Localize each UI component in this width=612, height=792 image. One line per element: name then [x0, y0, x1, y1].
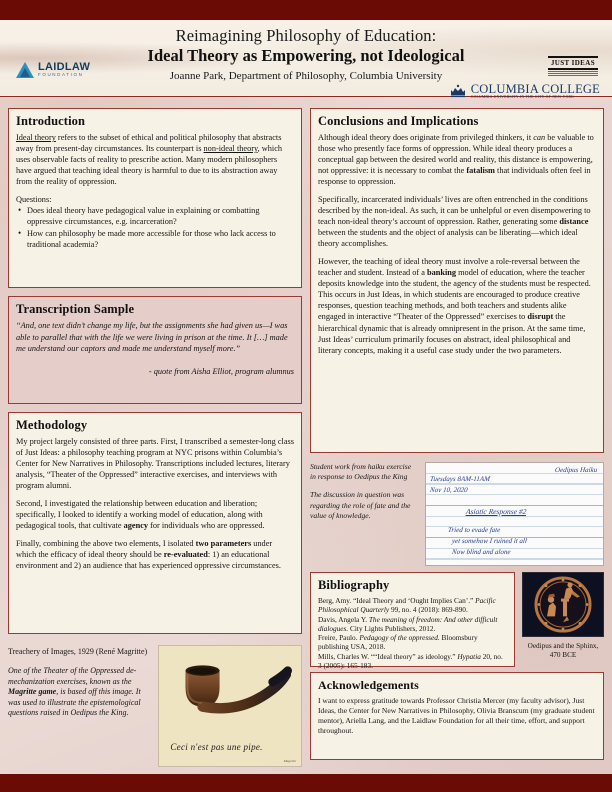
introduction-panel — [8, 108, 302, 288]
intro-text-d: , which uses observable facts of reality to prescribe action. Many modern philosophers have argued that teaching ideal theory is harmful to due to its abstraction away from the reality of oppression. — [16, 144, 283, 187]
just-ideas-logo — [548, 56, 598, 76]
introduction-questions-label: Questions: — [16, 195, 52, 205]
method-p3-e: : 1) an educational environment and 2) an audience that has experienced oppressive circumstances. — [16, 550, 281, 571]
conclusions-panel — [310, 108, 604, 453]
intro-term-ideal-theory: Ideal theory — [16, 133, 56, 142]
student-caption-1: Student work from haiku exercise in response to Oedipus the King — [310, 462, 412, 482]
bib-0-a: Berg, Amy. “Ideal Theory and ‘Ought Implies Can’.” — [318, 596, 476, 605]
bib-3-i: Hypatia — [457, 651, 481, 661]
concl-p3-e: the hierarchical dynamic that is already omnipresent in the prison. At the same time, Just Ideas’ curriculum primarily focuses on abstract, ideal philosophical and literary concepts, making it a useful case study under the two parameters. — [318, 312, 586, 355]
concl-p1-e: that individuals often feel in response to oppression. — [318, 166, 591, 187]
methodology-paragraph-2 — [16, 498, 294, 531]
laidlaw-triangle-icon — [16, 62, 34, 78]
method-term-agency: agency — [123, 521, 149, 531]
bib-2-b: Bloomsbury publishing USA, 2018. — [318, 633, 478, 652]
laidlaw-logo-sub: FOUNDATION — [38, 72, 84, 78]
poster-title-line-1: Reimagining Philosophy of Education: — [175, 26, 437, 45]
bibliography-entries — [318, 596, 507, 670]
student-work-caption — [310, 462, 418, 566]
poster-title-block — [110, 26, 502, 82]
conclusions-paragraph-1 — [318, 132, 596, 187]
concl-term-distance: distance — [559, 217, 589, 227]
greek-vase-icon — [523, 573, 603, 636]
bibliography-entry — [318, 615, 507, 634]
method-term-reevaluated: re-evaluated — [163, 550, 208, 560]
introduction-heading: Introduction — [16, 114, 86, 128]
list-item: • How can philosophy be made more accessible for those who lack access to traditional academia? — [27, 229, 294, 251]
bottom-accent-bar — [0, 774, 612, 792]
oedipus-figure-block — [522, 572, 604, 667]
bib-3-a: Mills, Charles W. ““Ideal theory” as ideology.” — [318, 651, 458, 661]
top-accent-bar — [0, 0, 612, 20]
concl-p3-c: model of education, where the teacher deposits knowledge into the student, the agency of the students must be respected. This occurs in Just Ideas, in which students are encouraged to produce creative responses, question teaching methods, and both teachers and students alike engaged in interactive “Theater of the Oppressed” exercises to — [318, 268, 591, 322]
magritte-cap-c: , is based off this image. It was used to illustrate the epistemological questions raised in Oedipus the King. — [8, 687, 141, 717]
notecard-haiku-line-1: Tried to evade fate — [447, 526, 501, 534]
bib-1-i: The meaning of freedom: And other difficult dialogues. — [318, 614, 498, 633]
magritte-cap-a: One of the Theater of the Oppressed de-mechanization exercises, known as the — [8, 666, 137, 686]
intro-text-b: refers to the subset of ethical and political philosophy that abstracts away from present-day circumstances. Its counterpart is — [16, 133, 282, 154]
poster-authors: Joanne Park, Department of Philosophy, Columbia University — [169, 70, 443, 83]
oedipus-sphinx-image — [522, 572, 604, 637]
conclusions-paragraph-2 — [318, 194, 596, 249]
notecard-haiku-line-3: Now blind and alone — [451, 548, 511, 556]
magritte-signature: Magritte — [283, 759, 296, 763]
acknowledgements-heading: Acknowledgements — [318, 678, 419, 692]
notecard-heading: Asiatic Response #2 — [465, 507, 527, 516]
conclusions-heading: Conclusions and Implications — [318, 114, 479, 128]
columbia-college-logo — [449, 82, 600, 100]
student-work-block — [310, 462, 604, 566]
laidlaw-logo-name: LAIDLAW — [38, 61, 91, 74]
concl-p2-c: between the students and the object of analysis can be liberating—which ideal theory accomplishes. — [318, 228, 578, 249]
notecard-line-2: Nov 10, 2020 — [429, 486, 468, 494]
methodology-paragraph-1: My project largely consisted of three parts. First, I transcribed a semester-long class of Just Ideas: a philosophy teaching program at NYC prisons within Columbia’s Center for New Narratives in Philosophy. Transcriptions included lectures, literary analysis, “Theater of the Oppressed” interactive exercises, and interviews with program alumni. — [16, 437, 295, 491]
magritte-figure-block — [8, 645, 302, 767]
introduction-body — [16, 132, 294, 250]
transcription-attribution: - quote from Aisha Elliot, program alumnus — [148, 366, 294, 376]
magritte-term-game: Magritte game — [8, 687, 57, 697]
notecard-title: Oedipus Haiku — [554, 466, 598, 474]
concl-p2-a: Specifically, incarcerated individuals’ lives are often entrenched in the conditions described by the non-ideal. As such, it can be unhelpful or even disempowering to teach non-ideal theory’s account of oppression. Rather, generating some — [318, 195, 591, 227]
concl-emph-can: can — [533, 133, 546, 142]
conclusions-body — [318, 132, 596, 356]
pipe-icon — [159, 646, 301, 750]
concl-term-banking: banking — [426, 268, 457, 278]
concl-term-disrupt: disrupt — [527, 312, 554, 322]
method-p3-c: under which the efficacy of ideal theory should be — [16, 539, 273, 560]
bib-1-a: Davis, Angela Y. — [318, 614, 369, 624]
magritte-pipe-image — [158, 645, 302, 767]
bibliography-entry — [318, 633, 507, 652]
methodology-paragraph-3 — [16, 538, 294, 571]
transcription-heading: Transcription Sample — [16, 302, 135, 316]
methodology-body — [16, 436, 294, 571]
method-p2-a: Second, I investigated the relationship between education and liberation; specifically, I looked to identify a working model of education, along with pedagogical tools, that cultivate — [16, 499, 263, 531]
methodology-heading: Methodology — [16, 418, 88, 432]
laidlaw-foundation-logo — [16, 62, 90, 78]
intro-term-non-ideal-theory: non-ideal theory — [203, 144, 258, 154]
columbia-logo-sub: COLUMBIA UNIVERSITY IN THE CITY OF NEW YORK — [470, 94, 575, 99]
concl-p1-a: Although ideal theory does originate from privileged thinkers, it — [318, 133, 534, 142]
poster-header — [0, 20, 612, 97]
concl-p1-c: be valuable to those who presently face forms of oppression. While ideal theory produces a conceptual gap between the desired world and reality, this distance is empowering, not oppressive: it is necessary to combat the — [318, 133, 594, 176]
acknowledgements-panel — [310, 672, 604, 760]
method-p3-a: Finally, combining the above two elements, I isolated — [16, 539, 196, 549]
columbia-logo-name: COLUMBIA COLLEGE — [470, 81, 600, 96]
columbia-crown-icon — [449, 82, 467, 100]
bib-2-a: Freire, Paulo. — [318, 633, 360, 643]
notecard-line-1: Tuesdays 8AM-11AM — [429, 475, 491, 483]
transcription-quote: “And, one text didn’t change my life, but the assignments she had given us—I was able to parallel that with the life we were living in prison at the time. It […] made me understand our captors and made me understand myself more.” — [16, 321, 288, 354]
methodology-panel — [8, 412, 302, 634]
magritte-caption-title: Treachery of Images, 1929 (René Magritte) — [8, 647, 148, 656]
magritte-image-text: Ceci n'est pas une pipe. — [170, 741, 263, 752]
concl-term-fatalism: fatalism — [466, 166, 495, 176]
just-ideas-logo-text: JUST IDEAS — [550, 59, 595, 67]
conclusions-paragraph-3 — [318, 256, 596, 355]
bibliography-panel — [310, 572, 515, 670]
bib-2-i: Pedagogy of the oppressed. — [359, 633, 440, 643]
student-caption-2: The discussion in question was regarding the role of fate and the value of knowledge. — [310, 490, 411, 520]
bibliography-entry — [318, 596, 507, 615]
oedipus-caption: Oedipus and the Sphinx, 470 BCE — [527, 642, 599, 659]
bibliography-entry — [318, 652, 507, 671]
method-p2-c: for individuals who are oppressed. — [148, 521, 265, 531]
concl-p3-a: However, the teaching of ideal theory must involve a role-reversal between the teacher and student. Instead of a — [318, 257, 580, 278]
bib-0-i: Pacific Philosophical Quarterly — [318, 596, 496, 615]
notecard-haiku-line-2: yet somehow I ruined it all — [451, 537, 528, 545]
list-item: • Does ideal theory have pedagogical value in explaining or combatting oppressive circumstances, e.g. incarceration? — [27, 206, 294, 228]
acknowledgements-paragraph: I want to express gratitude towards Professor Christia Mercer (my faculty advisor), Just Ideas, the Center for New Narratives in Philosophy, Olivia Branscum (my graduate student mentor), Ariella Lang, and the Laidlaw Foundation for all their time, effort, and support throughout. — [318, 696, 595, 735]
student-haiku-notecard — [425, 462, 604, 566]
bib-0-b: 99, no. 4 (2018): 869-890. — [389, 605, 468, 615]
bib-1-b: City Lights Publishers, 2012. — [348, 623, 436, 633]
magritte-caption — [8, 645, 152, 767]
just-ideas-lines-icon — [548, 71, 598, 76]
method-term-two-parameters: two parameters — [195, 539, 252, 549]
bibliography-heading: Bibliography — [318, 578, 390, 592]
poster-title-line-2: Ideal Theory as Empowering, not Ideological — [147, 46, 465, 66]
transcription-sample-panel — [8, 296, 302, 404]
magritte-caption-body — [8, 666, 152, 718]
introduction-paragraph-1 — [16, 132, 294, 187]
bib-3-b: 20, no. 3 (2005): 165-183. — [318, 651, 503, 670]
introduction-questions-list — [16, 206, 294, 250]
acknowledgements-body — [318, 696, 596, 735]
